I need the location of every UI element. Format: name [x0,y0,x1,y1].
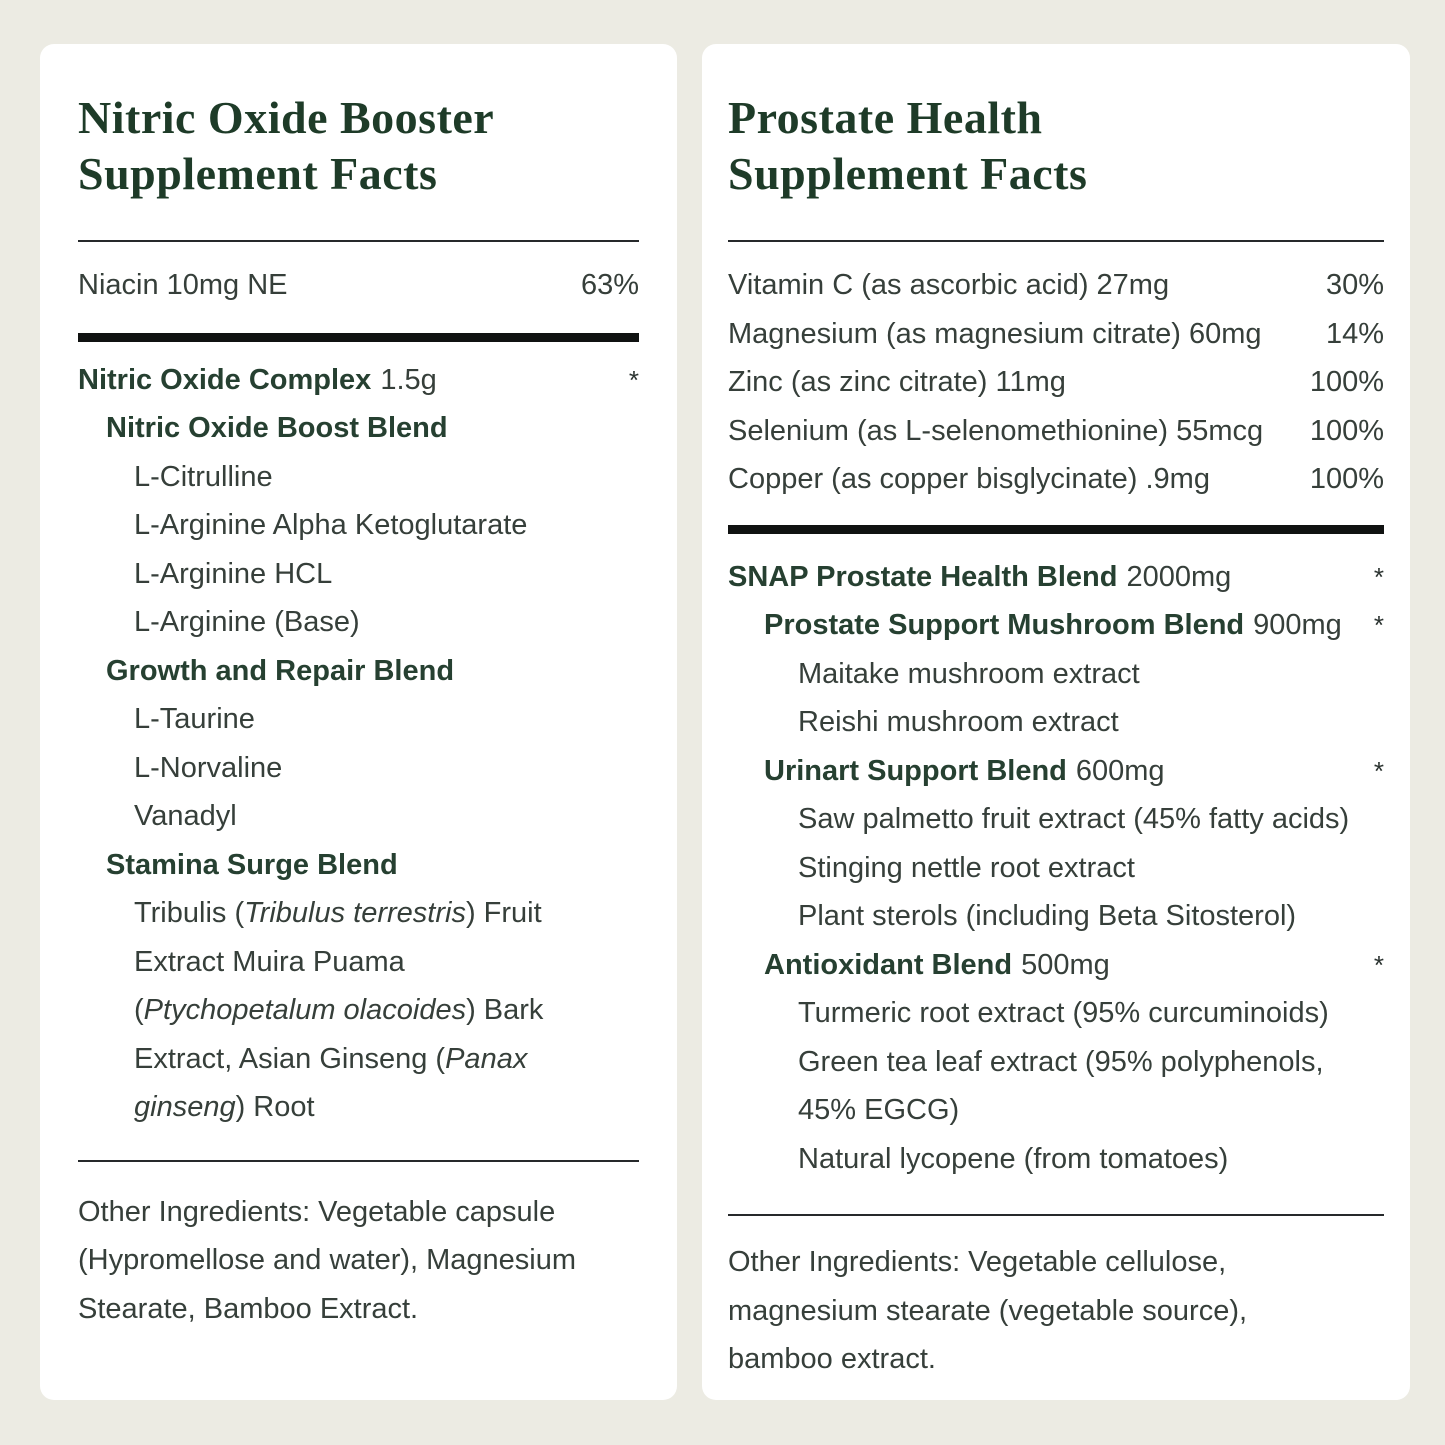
ingredient-row [78,501,639,550]
divider-thin [78,240,639,242]
blend-name: Growth and Repair Blend [106,654,455,687]
ingredient-row [78,1083,639,1132]
ingredient-label: Plant sterols (including Beta Sitosterol) [798,900,1297,932]
ingredient-row [728,1038,1384,1087]
ingredient-row [728,989,1384,1038]
ingredient-text: ) Fruit [465,897,542,929]
ingredient-label: Natural lycopene (from tomatoes) [798,1142,1229,1175]
divider-thick [78,333,639,342]
blend-name-row [78,841,639,890]
ingredient-text: Tribulis ( [134,897,245,929]
nitric-oxide-supplement-facts-panel [40,44,677,1400]
title-line-1: Nitric Oxide Booster [78,92,495,143]
sub-blend-name: Prostate Support Mushroom Blend [764,609,1245,641]
ingredient-label: Saw palmetto fruit extract (45% fatty acids) [798,803,1350,835]
daily-value-asterisk: * [1373,949,1384,980]
other-ingredients-text: Other Ingredients: Vegetable cellulose, magnesium stearate (vegetable source), bamboo extract. [728,1246,1248,1375]
ingredient-text: ( [134,994,144,1026]
divider-thin [728,240,1384,242]
ingredient-row [728,795,1384,844]
species-name: Tribulus terrestris [244,897,466,929]
title-line-1: Prostate Health [728,92,1043,143]
ingredient-row [728,698,1384,747]
ingredient-label: Vanadyl [134,800,237,832]
ingredient-label: 45% EGCG) [798,1094,960,1126]
blend-list [78,356,639,1132]
ingredient-row [728,844,1384,893]
nutrient-row [78,261,639,310]
nutrient-label: Zinc (as zinc citrate) 11mg [728,366,1066,398]
sub-blend-row [728,941,1384,990]
blend-name: Nitric Oxide Boost Blend [106,412,448,444]
panel-title [728,90,1384,202]
daily-value-asterisk: * [1373,610,1384,640]
nutrient-row [728,455,1384,504]
divider-thin [728,1214,1384,1216]
blend-name-row [78,647,639,696]
blend-amount: 2000mg [1126,560,1232,593]
nutrient-daily-value: 100% [1309,463,1384,495]
ingredient-row [78,938,639,987]
daily-value-asterisk: * [628,364,639,395]
nutrient-label: Magnesium (as magnesium citrate) 60mg [728,317,1262,350]
sub-blend-name: Urinart Support Blend [764,754,1067,787]
nutrient-rows [78,261,639,310]
nutrient-label: Niacin 10mg NE [78,269,288,301]
nutrient-label: Selenium (as L-selenomethionine) 55mcg [728,414,1264,447]
blend-name: SNAP Prostate Health Blend [728,560,1118,593]
sub-blend-row [728,747,1384,796]
nutrient-daily-value: 30% [1325,269,1384,301]
ingredient-row [728,650,1384,699]
nutrient-daily-value: 100% [1309,414,1384,447]
title-line-2: Supplement Facts [78,148,438,199]
blend-list [728,553,1384,1184]
sub-blend-row [728,601,1384,650]
ingredient-row [78,986,639,1035]
ingredient-label: Reishi mushroom extract [798,706,1119,738]
ingredient-row [728,892,1384,941]
ingredient-row [78,792,639,841]
ingredient-row [728,1135,1384,1184]
ingredient-label: L-Citrulline [134,460,273,493]
daily-value-asterisk: * [1373,755,1384,786]
ingredient-text: ) Bark [466,994,544,1026]
ingredient-text: ) Root [235,1091,315,1123]
nutrient-row [728,310,1384,359]
sub-blend-name: Antioxidant Blend [764,948,1013,981]
ingredient-label: Turmeric root extract (95% curcuminoids) [798,997,1329,1029]
complex-name: Nitric Oxide Complex [78,363,372,396]
prostate-health-supplement-facts-panel [702,44,1410,1400]
ingredient-row [78,889,639,938]
nutrient-daily-value: 14% [1325,317,1384,350]
sub-blend-amount: 500mg [1021,948,1110,981]
sub-blend-amount: 900mg [1253,609,1342,641]
complex-row [78,356,639,405]
ingredient-text: Extract, Asian Ginseng ( [134,1042,446,1075]
ingredient-label: L-Arginine (Base) [134,606,360,638]
blend-name: Stamina Surge Blend [106,848,398,881]
panel-title [78,90,639,202]
nutrient-row [728,407,1384,456]
species-name: Panax [445,1042,528,1075]
ingredient-row [78,550,639,599]
ingredient-label: L-Taurine [134,703,255,735]
nutrient-label: Vitamin C (as ascorbic acid) 27mg [728,269,1170,301]
title-line-2: Supplement Facts [728,148,1088,199]
ingredient-row [78,1035,639,1084]
divider-thin [78,1160,639,1162]
ingredient-label: L-Arginine Alpha Ketoglutarate [134,509,528,541]
ingredient-label: L-Arginine HCL [134,557,333,590]
nutrient-rows [728,261,1384,504]
ingredient-label: L-Norvaline [134,751,283,784]
nutrient-row [728,358,1384,407]
ingredient-row [78,598,639,647]
blend-header-row [728,553,1384,602]
ingredient-label: Green tea leaf extract (95% polyphenols, [798,1045,1324,1078]
sub-blend-amount: 600mg [1075,754,1165,787]
blend-name-row [78,404,639,453]
ingredient-label: Maitake mushroom extract [798,657,1140,690]
nutrient-daily-value: 100% [1309,366,1384,398]
other-ingredients-text: Other Ingredients: Vegetable capsule (Hypromellose and water), Magnesium Stearate, Bamboo Extract. [78,1195,577,1325]
ingredient-row [78,744,639,793]
divider-thick [728,525,1384,534]
ingredient-text: Extract Muira Puama [134,945,405,978]
ingredient-label: Stinging nettle root extract [798,851,1135,884]
ingredient-row [78,695,639,744]
nutrient-daily-value: 63% [580,269,639,301]
species-name: ginseng [134,1091,236,1123]
species-name: Ptychopetalum olacoides [143,994,467,1026]
ingredient-row [78,453,639,502]
nutrient-row [728,261,1384,310]
complex-amount: 1.5g [380,363,437,396]
nutrient-label: Copper (as copper bisglycinate) .9mg [728,463,1210,495]
ingredient-row [728,1086,1384,1135]
daily-value-asterisk: * [1373,561,1384,592]
